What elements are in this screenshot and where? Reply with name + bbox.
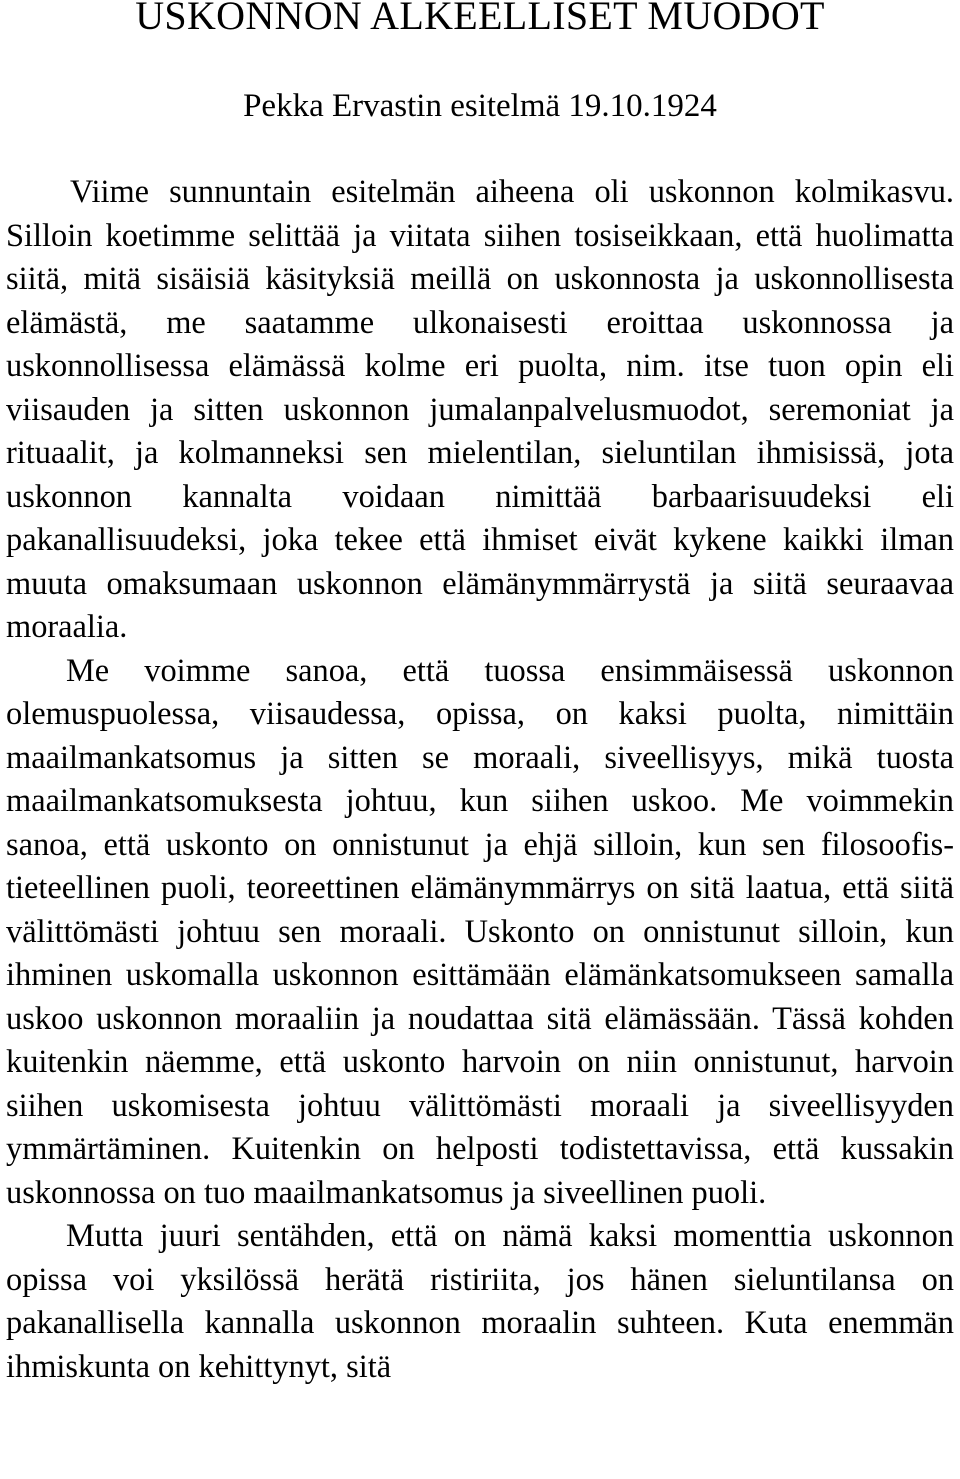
document-title: USKONNON ALKEELLISET MUODOT — [135, 0, 825, 38]
paragraph-3: Mutta juuri sentähden, että on nämä kaksi momenttia uskonnon opissa voi yksilössä herätä ristiriita, jos hänen sieluntilansa on pakanallisella kannalla uskonnon moraalin suhteen. Kuta enemmän ihmiskunta on kehittynyt, sitä — [6, 1218, 954, 1385]
document-body — [6, 171, 954, 1389]
paragraph-2: Me voimme sanoa, että tuossa ensimmäisessä uskonnon olemuspuolessa, viisaudessa, opissa, on kaksi puolta, nimittäin maailmankatsomus ja sitten se moraali, siveellisyys, mikä tuosta maailmankatsomuksesta johtuu, kun siihen uskoo. Me voimmekin sanoa, että uskonto on onnistunut ja ehjä silloin, kun sen filosoofis-tieteellinen puoli, teoreettinen elämänymmärrys on sitä laatua, että siitä välittömästi johtuu sen moraali. Uskonto on onnistunut silloin, kun ihminen uskomalla uskonnon esittämään elämänkatsomukseen samalla uskoo uskonnon moraaliin ja noudattaa sitä elämässään. Tässä kohden kuitenkin näemme, että uskonto harvoin on niin onnistunut, harvoin siihen uskomisesta johtuu välittömästi moraali ja siveellisyyden ymmärtäminen. Kuitenkin on helposti todistettavissa, että kussakin uskonnossa on tuo maailmankatsomus ja siveellinen puoli. — [6, 652, 954, 1211]
paragraph-1: Viime sunnuntain esitelmän aiheena oli uskonnon kolmikasvu. Silloin koetimme selittää ja viitata siihen tosiseikkaan, että huolimatta siitä, mitä sisäisiä käsityksiä meillä on uskonnosta ja uskonnollisesta elämästä, me saatamme ulkonaisesti eroittaa uskonnossa ja uskonnollisessa elämässä kolme eri puolta, nim. itse tuon opin eli viisauden ja sitten uskonnon jumalanpalvelusmuodot, seremoniat ja rituaalit, ja kolmanneksi sen mielentilan, sieluntilan ihmisissä, jota uskonnon kannalta voidaan nimittää barbaarisuudeksi eli pakanallisuudeksi, joka tekee että ihmiset eivät kykene kaikki ilman muuta omaksumaan uskonnon elämänymmärrystä ja siitä seuraavaa moraalia. — [6, 174, 954, 645]
document-subtitle: Pekka Ervastin esitelmä 19.10.1924 — [243, 88, 717, 124]
